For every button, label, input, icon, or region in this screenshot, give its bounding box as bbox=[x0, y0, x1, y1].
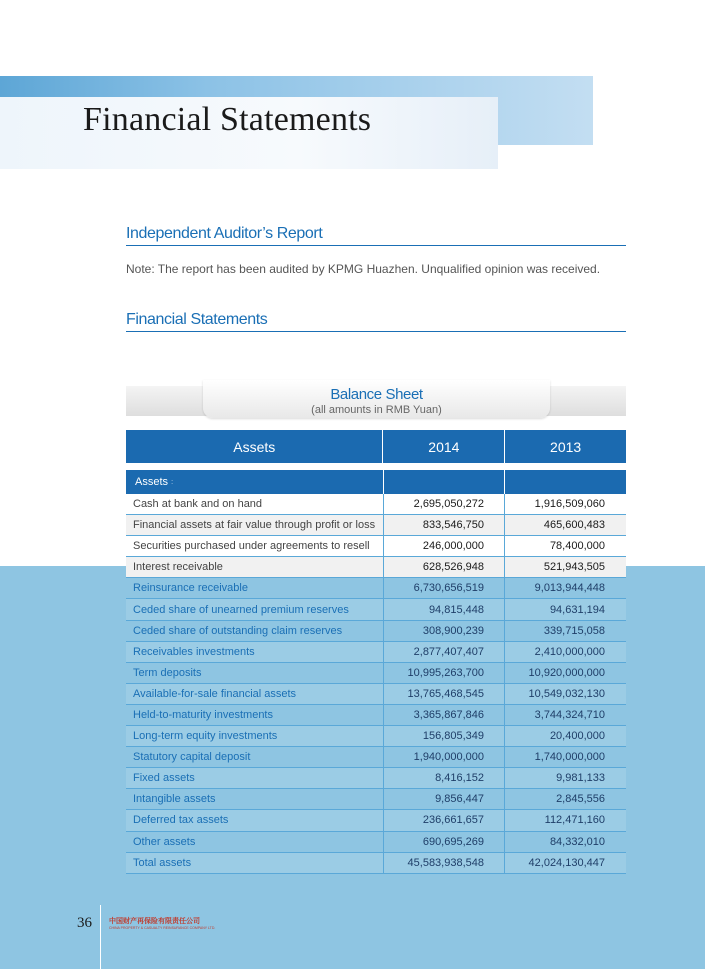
table-row bbox=[126, 705, 626, 726]
row-label: Long-term equity investments bbox=[133, 730, 278, 743]
row-label: Available-for-sale financial assets bbox=[133, 687, 297, 700]
table-row bbox=[126, 747, 626, 768]
row-label: Other assets bbox=[133, 835, 196, 848]
table-row bbox=[126, 684, 626, 705]
value-2014: 833,546,750 bbox=[383, 515, 504, 535]
value-2013: 2,845,556 bbox=[504, 789, 625, 809]
table-row-total bbox=[126, 853, 626, 874]
value-2013: 94,631,194 bbox=[504, 599, 625, 619]
table-header bbox=[126, 430, 626, 463]
value-2013: 1,740,000,000 bbox=[504, 747, 625, 767]
row-label: Intangible assets bbox=[133, 793, 216, 806]
value-2013: 1,916,509,060 bbox=[504, 494, 625, 514]
value-2014: 690,695,269 bbox=[383, 832, 504, 852]
page-number: 36 bbox=[77, 915, 92, 931]
value-2014: 13,765,468,545 bbox=[383, 684, 504, 704]
value-2014: 94,815,448 bbox=[383, 599, 504, 619]
table-row bbox=[126, 494, 626, 515]
table-row bbox=[126, 578, 626, 599]
value-2013: 78,400,000 bbox=[504, 536, 625, 556]
value-2014: 8,416,152 bbox=[383, 768, 504, 788]
row-label: Receivables investments bbox=[133, 645, 255, 658]
value-2013: 10,549,032,130 bbox=[504, 684, 625, 704]
column-header-assets: Assets bbox=[233, 438, 276, 455]
table-row bbox=[126, 832, 626, 853]
value-2013: 42,024,130,447 bbox=[504, 853, 625, 873]
row-label: Ceded share of unearned premium reserves bbox=[133, 603, 349, 616]
table-row bbox=[126, 599, 626, 620]
value-2013: 2,410,000,000 bbox=[504, 642, 625, 662]
row-label: Term deposits bbox=[133, 666, 202, 679]
table-row bbox=[126, 663, 626, 684]
assets-group-2013 bbox=[504, 470, 626, 494]
assets-group-cell bbox=[126, 470, 383, 494]
value-2013: 339,715,058 bbox=[504, 621, 625, 641]
assets-group-marker: : bbox=[171, 478, 174, 486]
table-row bbox=[126, 536, 626, 557]
row-label: Reinsurance receivable bbox=[133, 582, 248, 595]
table-row bbox=[126, 515, 626, 536]
company-logo-zh: 中国财产再保险有限责任公司 bbox=[109, 918, 200, 925]
table-row bbox=[126, 726, 626, 747]
assets-group-header bbox=[126, 470, 626, 494]
company-logo-en: CHINA PROPERTY & CASUALTY REINSURANCE COMPANY LTD. bbox=[109, 926, 216, 930]
value-2014: 45,583,938,548 bbox=[383, 853, 504, 873]
row-label: Financial assets at fair value through profit or loss bbox=[133, 519, 376, 532]
assets-group-label: Assets bbox=[135, 476, 169, 488]
row-label: Securities purchased under agreements to resell bbox=[133, 540, 370, 553]
value-2013: 112,471,160 bbox=[504, 810, 625, 830]
page-title: Financial Statements bbox=[83, 101, 372, 138]
row-label: Fixed assets bbox=[133, 772, 195, 785]
row-label: Total assets bbox=[133, 856, 192, 869]
table-row bbox=[126, 621, 626, 642]
value-2014: 10,995,263,700 bbox=[383, 663, 504, 683]
balance-sheet-title: Balance Sheet bbox=[330, 386, 423, 403]
column-header-2013: 2013 bbox=[504, 430, 626, 463]
auditor-report-heading: Independent Auditor’s Report bbox=[126, 225, 626, 246]
value-2014: 2,695,050,272 bbox=[383, 494, 504, 514]
auditor-note: Note: The report has been audited by KPMG Huazhen. Unqualified opinion was received. bbox=[126, 262, 601, 276]
table-row bbox=[126, 768, 626, 789]
table-row bbox=[126, 642, 626, 663]
value-2014: 308,900,239 bbox=[383, 621, 504, 641]
row-label: Ceded share of outstanding claim reserves bbox=[133, 624, 343, 637]
assets-group-2014 bbox=[383, 470, 505, 494]
financial-statements-heading: Financial Statements bbox=[126, 311, 626, 332]
table-row bbox=[126, 789, 626, 810]
value-2013: 9,013,944,448 bbox=[504, 578, 625, 598]
balance-sheet-subtitle: (all amounts in RMB Yuan) bbox=[311, 404, 442, 416]
balance-sheet-rows bbox=[126, 494, 626, 874]
row-label: Interest receivable bbox=[133, 561, 223, 574]
balance-sheet-header bbox=[203, 380, 550, 418]
value-2013: 10,920,000,000 bbox=[504, 663, 625, 683]
value-2014: 246,000,000 bbox=[383, 536, 504, 556]
value-2014: 628,526,948 bbox=[383, 557, 504, 577]
value-2014: 236,661,657 bbox=[383, 810, 504, 830]
value-2014: 156,805,349 bbox=[383, 726, 504, 746]
row-label: Deferred tax assets bbox=[133, 814, 229, 827]
value-2014: 3,365,867,846 bbox=[383, 705, 504, 725]
value-2013: 9,981,133 bbox=[504, 768, 625, 788]
value-2014: 9,856,447 bbox=[383, 789, 504, 809]
row-label: Held-to-maturity investments bbox=[133, 708, 273, 721]
footer-divider bbox=[100, 905, 101, 969]
row-label: Statutory capital deposit bbox=[133, 751, 251, 764]
value-2013: 3,744,324,710 bbox=[504, 705, 625, 725]
value-2013: 521,943,505 bbox=[504, 557, 625, 577]
value-2014: 2,877,407,407 bbox=[383, 642, 504, 662]
value-2013: 465,600,483 bbox=[504, 515, 625, 535]
value-2014: 6,730,656,519 bbox=[383, 578, 504, 598]
value-2013: 84,332,010 bbox=[504, 832, 625, 852]
value-2013: 20,400,000 bbox=[504, 726, 625, 746]
column-header-2014: 2014 bbox=[382, 430, 504, 463]
value-2014: 1,940,000,000 bbox=[383, 747, 504, 767]
table-row bbox=[126, 557, 626, 578]
table-row bbox=[126, 810, 626, 831]
row-label: Cash at bank and on hand bbox=[133, 498, 263, 511]
